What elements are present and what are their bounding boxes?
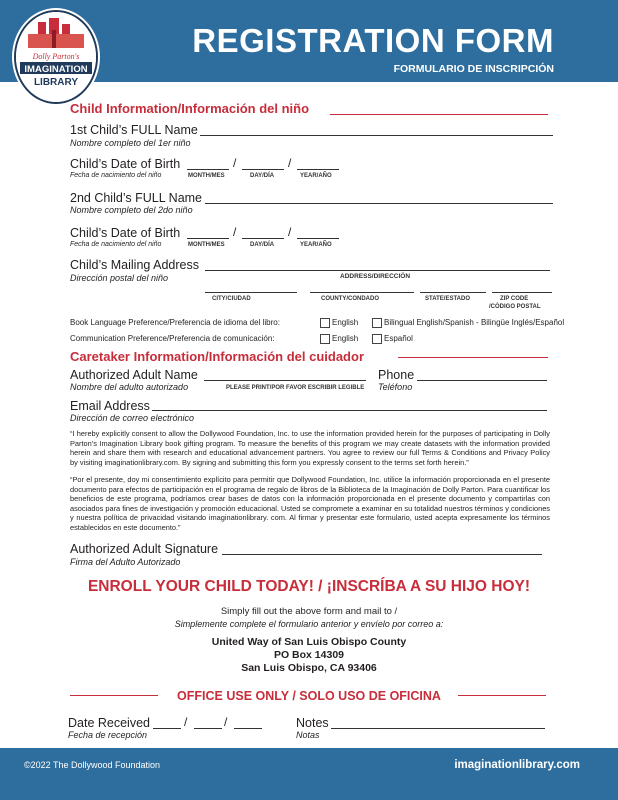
year-hint: YEAR/AÑO (300, 242, 332, 248)
book-language-label: Book Language Preference/Preferencia de idioma del libro: (70, 318, 280, 327)
month-hint: MONTH/MES (188, 242, 225, 248)
comm-spanish-checkbox[interactable] (372, 334, 382, 344)
email-label: Email Address (70, 399, 150, 413)
date-received-month-field[interactable] (153, 728, 181, 729)
state-hint: STATE/ESTADO (425, 296, 470, 302)
child2-dob-year-field[interactable] (297, 238, 339, 239)
slash: / (233, 156, 237, 170)
slash: / (184, 715, 188, 729)
consent-english: “I hereby explicitly consent to allow the Dollywood Foundation, Inc. to use the information provided herein for the purposes of participating in Dolly Parton’s Imagination Library book gifting program. To measure the benefits of this program we may create datasets with the information provided herein and share them with research and educational advancement partners. You agree to review our full Terms & Conditions and Privacy Policy by visiting imaginationlibrary.com. By signing and submitting this form you expressly consent to the terms set forth herein.” (70, 429, 550, 467)
page-title: REGISTRATION FORM (192, 22, 554, 59)
child2-dob-month-field[interactable] (187, 238, 229, 239)
footer-band (0, 748, 618, 800)
logo-line1: IMAGINATION (24, 64, 88, 75)
child1-dob-day-field[interactable] (242, 169, 284, 170)
logo-line2: LIBRARY (33, 77, 79, 88)
child2-name-label: 2nd Child’s FULL Name (70, 191, 203, 205)
date-received-day-field[interactable] (194, 728, 222, 729)
book-english-checkbox[interactable] (320, 318, 330, 328)
county-field[interactable] (310, 292, 414, 293)
phone-label: Phone (378, 368, 415, 382)
signature-label: Authorized Adult Signature (70, 542, 219, 556)
address-field[interactable] (205, 270, 550, 271)
address-hint: ADDRESS/DIRECCIÓN (340, 273, 411, 280)
comm-english-checkbox[interactable] (320, 334, 330, 344)
child2-dob-day-field[interactable] (242, 238, 284, 239)
adult-name-field[interactable] (204, 380, 366, 381)
zip-hint-2: /CÓDIGO POSTAL (489, 304, 541, 310)
state-field[interactable] (420, 292, 486, 293)
address-sub: Dirección postal del niño (70, 273, 169, 283)
date-received-label: Date Received (68, 716, 150, 730)
child1-name-field[interactable] (200, 135, 553, 136)
child1-dob-month-field[interactable] (187, 169, 229, 170)
caretaker-section-rule (398, 357, 548, 358)
signature-field[interactable] (222, 554, 542, 555)
child1-dob-year-field[interactable] (297, 169, 339, 170)
comm-spanish-label: Español (384, 334, 413, 343)
communication-label: Communication Preference/Preferencia de comunicación: (70, 334, 275, 343)
slash: / (224, 715, 228, 729)
zip-field[interactable] (492, 292, 552, 293)
caretaker-section-title: Caretaker Information/Información del cuidador (70, 349, 364, 364)
footer-copyright: ©2022 The Dollywood Foundation (24, 760, 161, 770)
office-rule-right (458, 695, 546, 696)
footer-url[interactable]: imaginationlibrary.com (454, 759, 580, 771)
office-title: OFFICE USE ONLY / SOLO USO DE OFICINA (177, 689, 441, 703)
city-field[interactable] (205, 292, 297, 293)
consent-spanish: “Por el presente, doy mi consentimiento explícito para permitir que Dollywood Foundation, Inc. utilice la información proporcionada en el presente documento para efectos de participación en el programa de regalo de libros de la Biblioteca de la Imaginación de Dolly Parton. Para cuantificar los beneficios de este programa, podríamos crear bases de datos con la información proporcionada en el presente documento y compartirlas con asociados para fines de investigación y promoción educacional. Usted se compromete a examinar en su totalidad nuestros términos y condiciones y nuestra política de privacidad visitando imaginationlibrary. com. Al firmar y presentar este formulario, usted acepta expresamente los términos establecidos en este documento.” (70, 475, 550, 532)
adult-name-sub: Nombre del adulto autorizado (70, 382, 189, 392)
city-hint: CITY/CIUDAD (212, 296, 251, 302)
day-hint: DAY/DÍA (250, 173, 275, 179)
book-bilingual-label: Bilingual English/Spanish - Bilingüe Inglés/Español (384, 318, 565, 327)
phone-sub: Teléfono (378, 382, 413, 392)
date-received-sub: Fecha de recepción (68, 730, 148, 740)
year-hint: YEAR/AÑO (300, 173, 332, 179)
adult-name-label: Authorized Adult Name (70, 368, 198, 382)
child1-dob-sub: Fecha de nacimiento del niño (70, 172, 162, 179)
slash: / (288, 225, 292, 239)
address-label: Child’s Mailing Address (70, 258, 199, 272)
mail-po-box: PO Box 14309 (273, 649, 345, 661)
page-subtitle: FORMULARIO DE INSCRIPCIÓN (393, 63, 554, 75)
email-sub: Dirección de correo electrónico (70, 413, 195, 423)
child-section-title: Child Information/Información del niño (70, 101, 310, 116)
print-hint: PLEASE PRINT/POR FAVOR ESCRIBIR LEGIBLE (226, 385, 365, 391)
mail-instruction-en: Simply fill out the above form and mail to / (220, 606, 398, 617)
child1-dob-label: Child’s Date of Birth (70, 157, 181, 171)
email-field[interactable] (152, 410, 547, 411)
mail-city-state: San Luis Obispo, CA 93406 (241, 662, 377, 674)
notes-label: Notes (296, 716, 329, 730)
notes-field[interactable] (331, 728, 545, 729)
logo-art (16, 12, 96, 102)
date-received-year-field[interactable] (234, 728, 262, 729)
child2-dob-sub: Fecha de nacimiento del niño (70, 241, 162, 248)
zip-hint-1: ZIP CODE (500, 296, 529, 302)
imagination-library-logo (14, 10, 98, 104)
notes-sub: Notas (296, 730, 320, 740)
child1-name-label: 1st Child’s FULL Name (70, 123, 198, 137)
child2-name-field[interactable] (205, 203, 553, 204)
child1-name-sub: Nombre completo del 1er niño (70, 138, 191, 148)
book-bilingual-checkbox[interactable] (372, 318, 382, 328)
enroll-headline: ENROLL YOUR CHILD TODAY! / ¡INSCRÍBA A SU HIJO HOY! (87, 578, 531, 595)
day-hint: DAY/DÍA (250, 242, 275, 248)
child-section-rule (330, 114, 548, 115)
phone-field[interactable] (417, 380, 547, 381)
slash: / (288, 156, 292, 170)
county-hint: COUNTY/CONDADO (321, 296, 379, 302)
child2-dob-label: Child’s Date of Birth (70, 226, 181, 240)
mail-instruction-es: Simplemente complete el formulario anterior y envíelo por correo a: (174, 619, 444, 629)
mail-org: United Way of San Luis Obispo County (211, 636, 407, 648)
child2-name-sub: Nombre completo del 2do niño (70, 205, 193, 215)
comm-english-label: English (332, 334, 359, 343)
logo-top-text: Dolly Parton's (32, 52, 80, 61)
month-hint: MONTH/MES (188, 173, 225, 179)
slash: / (233, 225, 237, 239)
book-english-label: English (332, 318, 359, 327)
signature-sub: Firma del Adulto Autorizado (70, 557, 181, 567)
